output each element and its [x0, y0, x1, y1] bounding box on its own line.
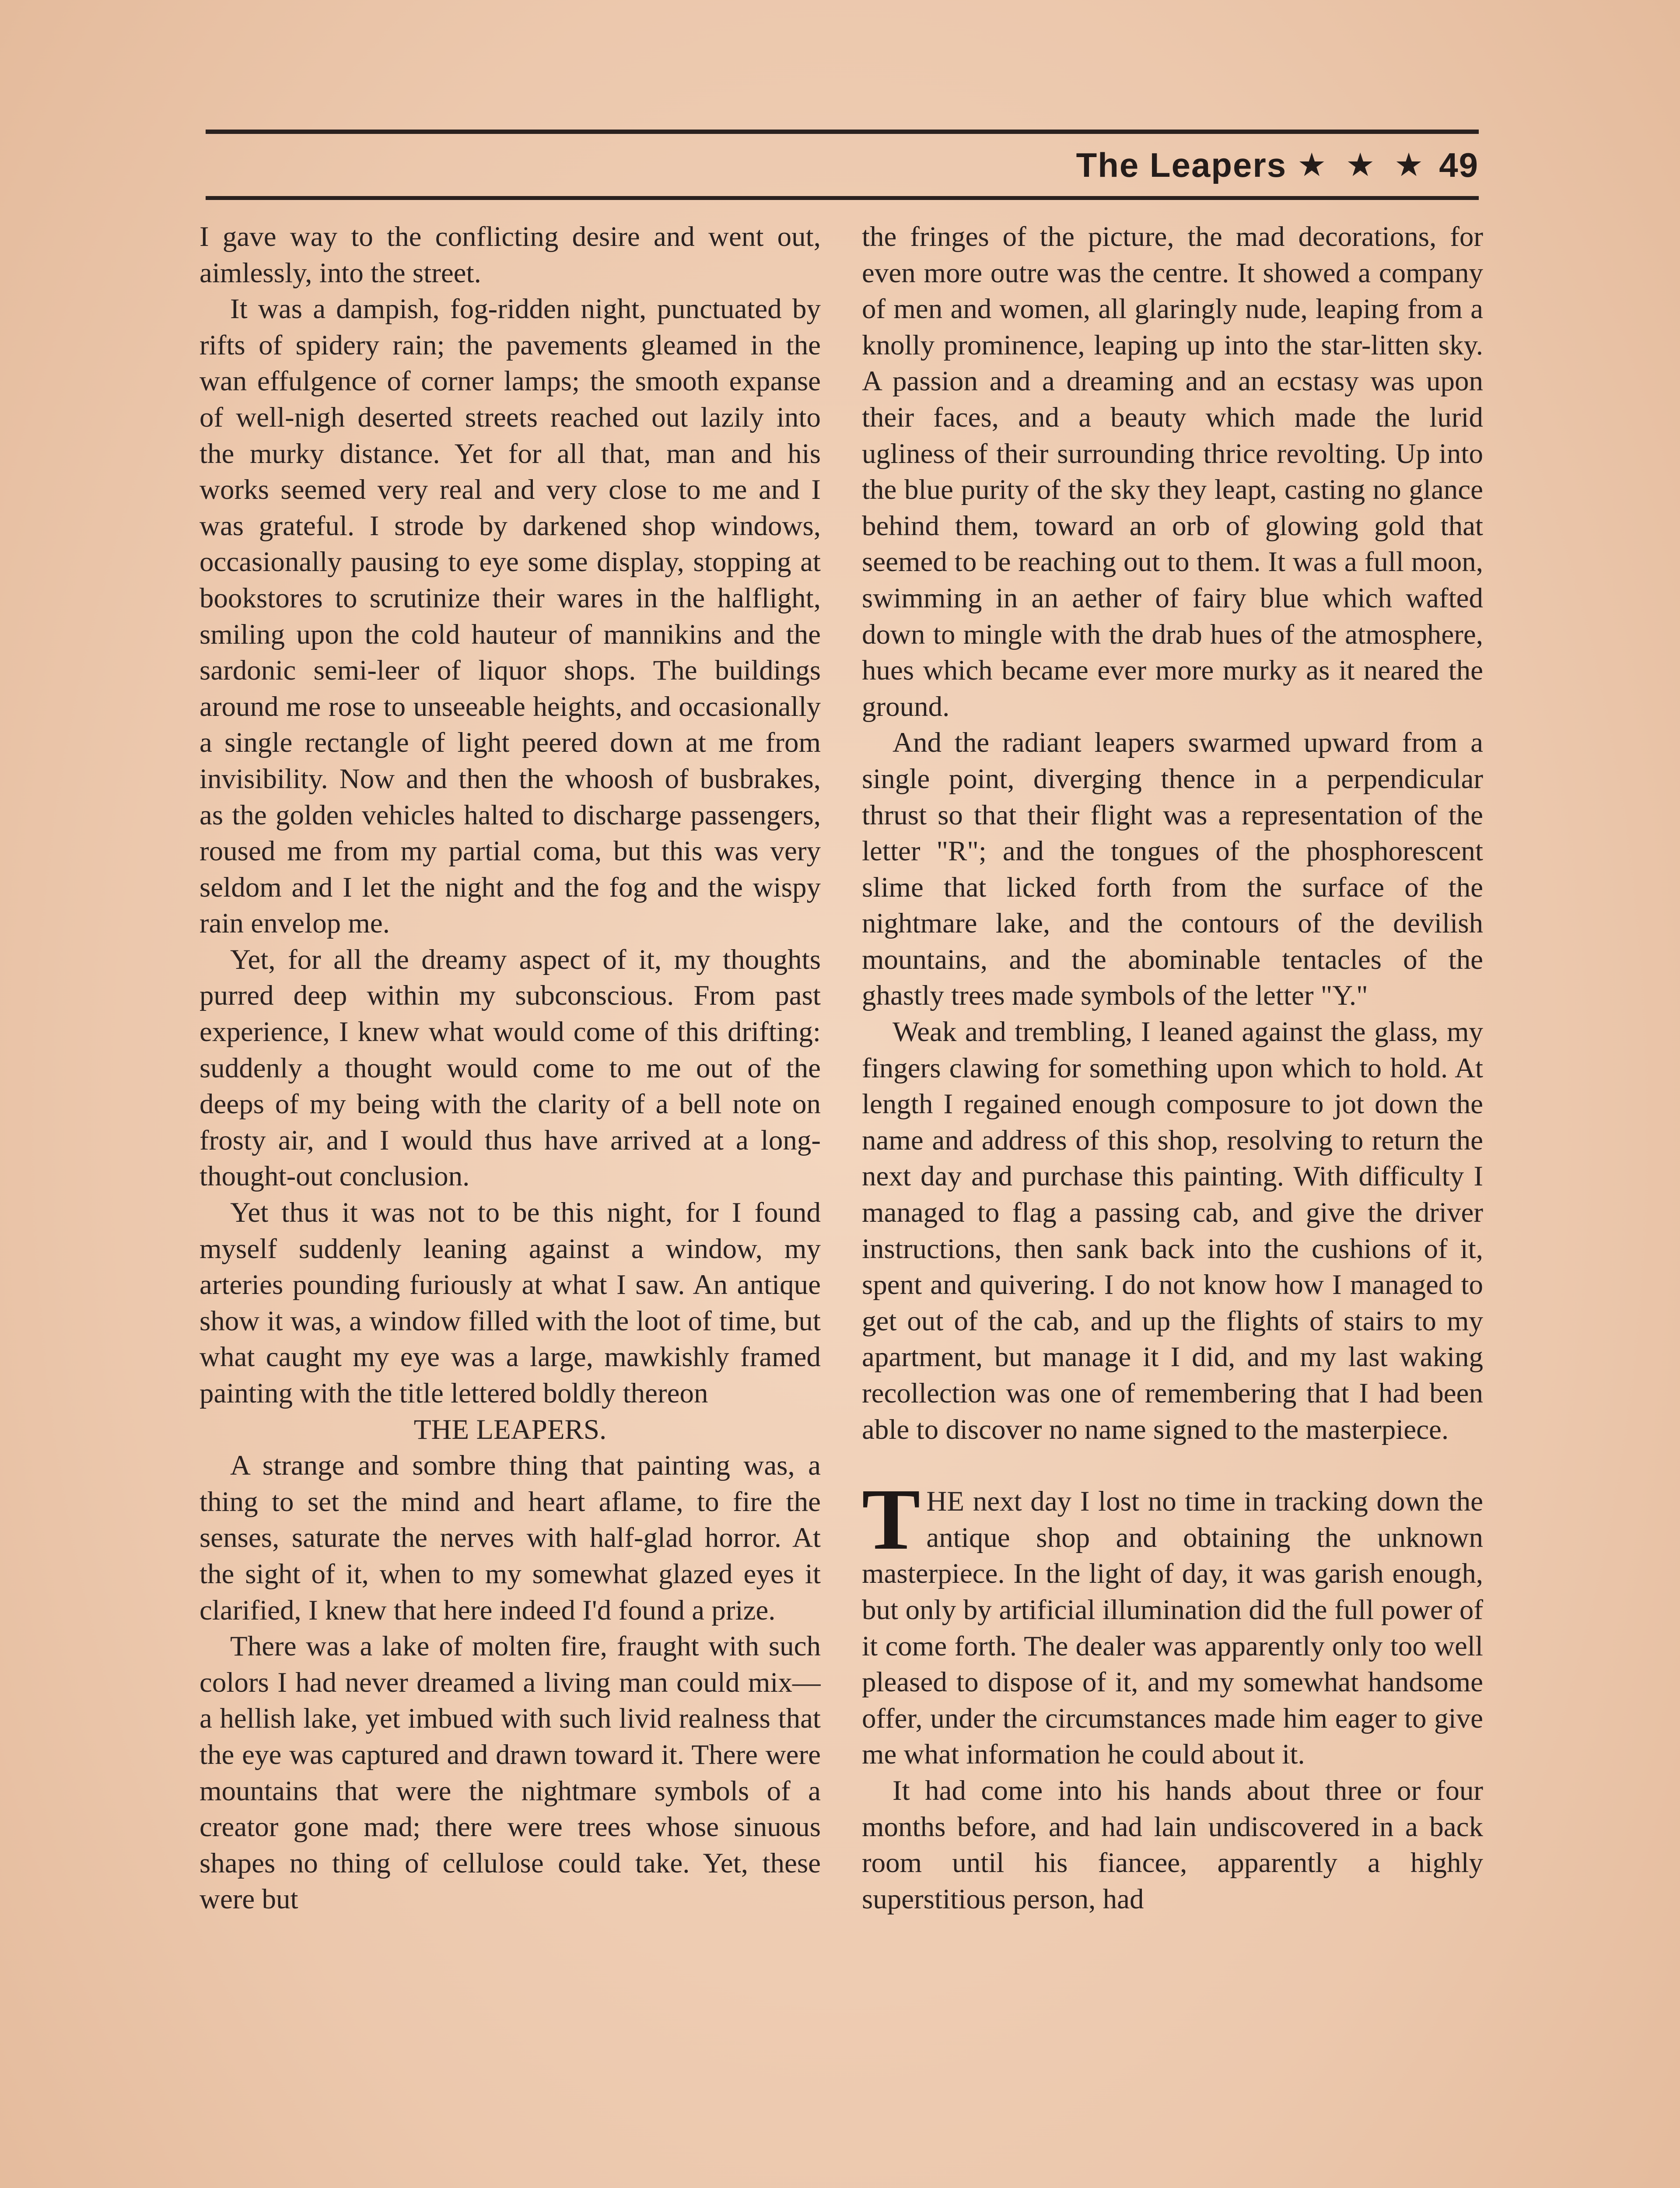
paragraph: the fringes of the picture, the mad decorations, for even more outre was the centre. It showed a company of men and women, all glaringly nude, leaping from a knolly prominence, leaping up into the star-litten sky. A passion and a dreaming and an ecstasy was upon their faces, and a beauty which made the lurid ugliness of their surrounding thrice revolting. Up into the blue purity of the sky they leapt, casting no glance behind them, toward an orb of glowing gold that seemed to be reaching out to them. It was a full moon, swimming in an aether of fairy blue which wafted down to mingle with the drab hues of the atmosphere, hues which became ever more murky as it neared the ground.: [862, 221, 1483, 722]
section-paragraph: [862, 1471, 1483, 1773]
header-rule-top: [206, 130, 1479, 134]
right-column: [862, 219, 1483, 2188]
paragraph: It had come into his hands about three or four months before, and had lain undiscovered in a back room until his fiancee, apparently a highly superstitious person, had: [862, 1774, 1483, 1915]
running-head: [1076, 137, 1479, 193]
header-rule-bottom: [206, 196, 1479, 200]
left-column: [200, 219, 821, 2188]
paragraph: A strange and sombre thing that painting was, a thing to set the mind and heart aflame, to fire the senses, saturate the nerves with half-glad horror. At the sight of it, when to my somewhat glazed eyes it clarified, I knew that here indeed I'd found a prize.: [200, 1450, 821, 1626]
drop-cap: T: [862, 1471, 920, 1568]
paragraph: Yet, for all the dreamy aspect of it, my thoughts purred deep within my subconscious. From past experience, I knew what would come of this drifting: suddenly a thought would come to me out of the deeps of my being with the clarity of a bell note on frosty air, and I would thus have arrived at a long-thought-out conclusion.: [200, 943, 821, 1192]
paragraph-text: HE next day I lost no time in tracking down the antique shop and obtaining the unknown masterpiece. In the light of day, it was garish enough, but only by artificial illumination did the full power of it come forth. The dealer was apparently only too well pleased to dispose of it, and my somewhat handsome offer, under the circumstances made him eager to give me what information he could about it.: [862, 1486, 1483, 1771]
paragraph: Yet thus it was not to be this night, for I found myself suddenly leaning against a window, my arteries pounding furiously at what I saw. An antique show it was, a window filled with the loot of time, but what caught my eye was a large, mawkishly framed painting with the title lettered boldly thereon: [200, 1197, 821, 1409]
paragraph: Weak and trembling, I leaned against the glass, my fingers clawing for something upon which to hold. At length I regained enough composure to jot down the name and address of this shop, resolving to return the next day and purchase this painting. With difficulty I managed to flag a passing cab, and give the driver instructions, then sank back into the cushions of it, spent and quivering. I do not know how I managed to get out of the cab, and up the flights of stairs to my apartment, but manage it I did, and my last waking recollection was one of remembering that I had been able to discover no name signed to the masterpiece.: [862, 1016, 1483, 1445]
paragraph: I gave way to the conflicting desire and went out, aimlessly, into the street.: [200, 221, 821, 289]
paragraph: It was a dampish, fog-ridden night, punctuated by rifts of spidery rain; the pavements gleamed in the wan effulgence of corner lamps; the smooth expanse of well-nigh deserted streets reached out lazily into the murky distance. Yet for all that, man and his works seemed very real and very close to me and I was grateful. I strode by darkened shop windows, occasionally pausing to eye some display, stopping at bookstores to scrutinize their wares in the halflight, smiling upon the cold hauteur of mannikins and the sardonic semi-leer of liquor shops. The buildings around me rose to unseeable heights, and occasionally a single rectangle of light peered down at me from invisibility. Now and then the whoosh of busbrakes, as the golden vehicles halted to discharge passengers, roused me from my partial coma, but this was very seldom and I let the night and the fog and the wispy rain envelop me.: [200, 293, 821, 940]
running-head-stars: ★ ★ ★: [1297, 147, 1429, 183]
page-number: 49: [1439, 145, 1479, 184]
painting-title: THE LEAPERS.: [413, 1413, 607, 1445]
paragraph: There was a lake of molten fire, fraught with such colors I had never dreamed a living man could mix—a hellish lake, yet imbued with such livid realness that the eye was captured and drawn toward it. There were mountains that were the nightmare symbols of a creator gone mad; there were trees whose sinuous shapes no thing of cellulose could take. Yet, these were but: [200, 1630, 821, 1915]
paragraph: And the radiant leapers swarmed upward from a single point, diverging thence in a perpendicular thrust so that their flight was a representation of the letter "R"; and the tongues of the phosphorescent slime that licked forth from the surface of the nightmare lake, and the contours of the devilish mountains, and the abominable tentacles of the ghastly trees made symbols of the letter "Y.": [862, 727, 1483, 1012]
running-head-title: The Leapers: [1076, 145, 1287, 184]
